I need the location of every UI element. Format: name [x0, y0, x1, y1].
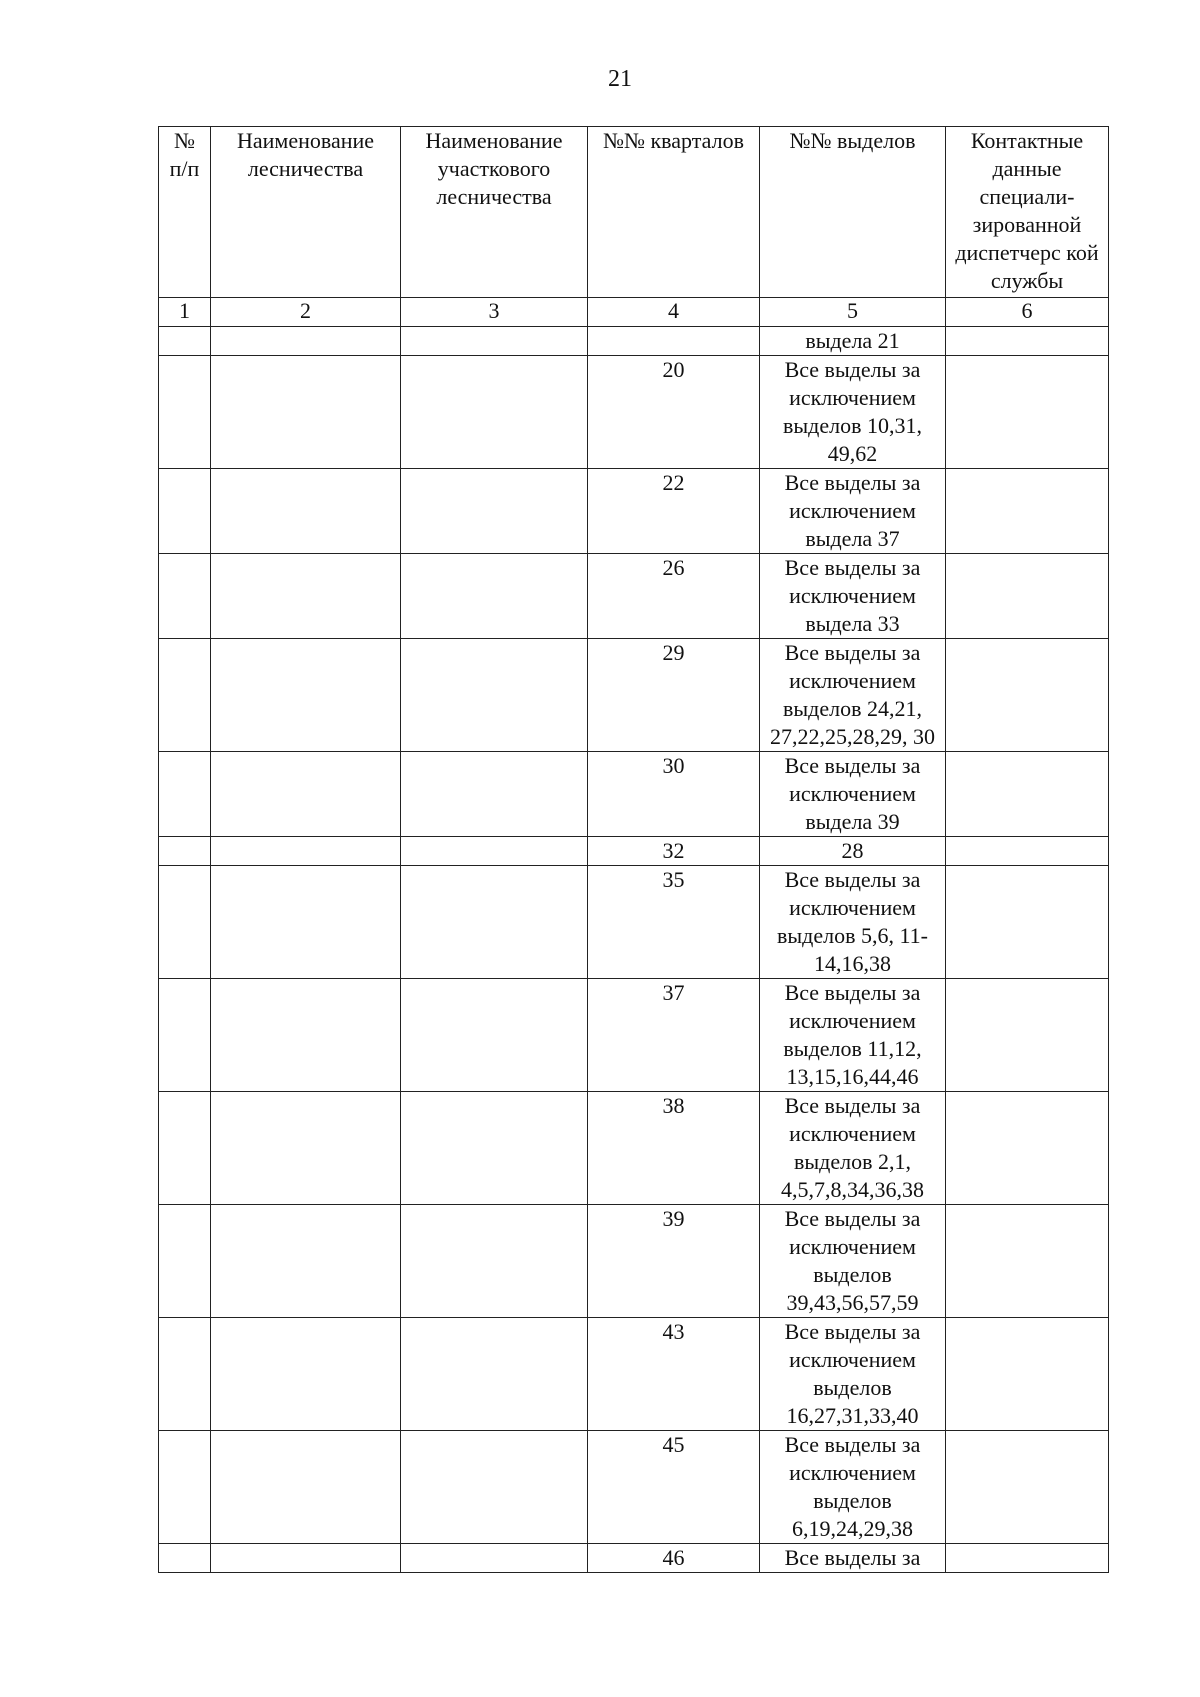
column-number: 2 — [211, 298, 401, 327]
cell-allotments: Все выделы за исключением выделов 11,12, 13,15,16,44,46 — [760, 979, 946, 1092]
table-row — [159, 639, 1109, 752]
cell-number — [159, 979, 211, 1092]
cell-allotments: Все выделы за исключением выдела 33 — [760, 554, 946, 639]
cell-quarter: 37 — [588, 979, 760, 1092]
cell-district-forestry — [401, 1431, 588, 1544]
cell-contacts — [946, 1431, 1109, 1544]
cell-forestry — [211, 639, 401, 752]
cell-quarter: 26 — [588, 554, 760, 639]
column-number: 4 — [588, 298, 760, 327]
cell-forestry — [211, 1205, 401, 1318]
cell-allotments: Все выделы за исключением выдела 37 — [760, 469, 946, 554]
cell-district-forestry — [401, 979, 588, 1092]
cell-number — [159, 1318, 211, 1431]
cell-forestry — [211, 1092, 401, 1205]
cell-forestry — [211, 356, 401, 469]
cell-forestry — [211, 327, 401, 356]
cell-allotments: Все выделы за исключением выделов 5,6, 11-14,16,38 — [760, 866, 946, 979]
cell-allotments: 28 — [760, 837, 946, 866]
cell-allotments: Все выделы за исключением выделов 24,21, 27,22,25,28,29, 30 — [760, 639, 946, 752]
cell-contacts — [946, 554, 1109, 639]
cell-forestry — [211, 979, 401, 1092]
table-row — [159, 1318, 1109, 1431]
cell-district-forestry — [401, 469, 588, 554]
cell-forestry — [211, 837, 401, 866]
cell-contacts — [946, 866, 1109, 979]
cell-quarter: 38 — [588, 1092, 760, 1205]
cell-allotments: Все выделы за исключением выдела 39 — [760, 752, 946, 837]
table-row — [159, 752, 1109, 837]
cell-allotments: выдела 21 — [760, 327, 946, 356]
cell-number — [159, 1092, 211, 1205]
cell-district-forestry — [401, 1092, 588, 1205]
cell-forestry — [211, 1431, 401, 1544]
cell-district-forestry — [401, 837, 588, 866]
cell-allotments: Все выделы за исключением выделов 16,27,31,33,40 — [760, 1318, 946, 1431]
cell-number — [159, 1205, 211, 1318]
column-number: 3 — [401, 298, 588, 327]
table-row — [159, 1431, 1109, 1544]
cell-number — [159, 327, 211, 356]
cell-district-forestry — [401, 1544, 588, 1573]
header-allotments: №№ выделов — [760, 127, 946, 298]
cell-contacts — [946, 979, 1109, 1092]
cell-quarter: 20 — [588, 356, 760, 469]
table-row — [159, 1544, 1109, 1573]
cell-district-forestry — [401, 752, 588, 837]
table-row — [159, 554, 1109, 639]
cell-number — [159, 866, 211, 979]
cell-quarter: 30 — [588, 752, 760, 837]
cell-district-forestry — [401, 639, 588, 752]
header-row — [159, 127, 1109, 298]
cell-number — [159, 639, 211, 752]
cell-contacts — [946, 837, 1109, 866]
header-district-forestry: Наименование участкового лесничества — [401, 127, 588, 298]
header-quarters: №№ кварталов — [588, 127, 760, 298]
cell-quarter: 46 — [588, 1544, 760, 1573]
table-row — [159, 469, 1109, 554]
cell-allotments: Все выделы за исключением выделов 10,31, 49,62 — [760, 356, 946, 469]
cell-number — [159, 1544, 211, 1573]
cell-contacts — [946, 1318, 1109, 1431]
cell-number — [159, 1431, 211, 1544]
cell-district-forestry — [401, 1318, 588, 1431]
cell-quarter: 22 — [588, 469, 760, 554]
header-contacts: Контактные данные специали-зированной диспетчерс кой службы — [946, 127, 1109, 298]
cell-number — [159, 469, 211, 554]
table-row — [159, 1092, 1109, 1205]
table-row — [159, 866, 1109, 979]
header-number: № п/п — [159, 127, 211, 298]
cell-number — [159, 356, 211, 469]
column-number-row — [159, 298, 1109, 327]
cell-forestry — [211, 1544, 401, 1573]
cell-quarter: 35 — [588, 866, 760, 979]
forest-allotments-table — [158, 126, 1109, 1573]
cell-quarter — [588, 327, 760, 356]
cell-number — [159, 554, 211, 639]
table-row — [159, 356, 1109, 469]
cell-quarter: 43 — [588, 1318, 760, 1431]
cell-allotments: Все выделы за исключением выделов 39,43,56,57,59 — [760, 1205, 946, 1318]
cell-contacts — [946, 469, 1109, 554]
cell-allotments: Все выделы за исключением выделов 6,19,24,29,38 — [760, 1431, 946, 1544]
cell-district-forestry — [401, 866, 588, 979]
cell-quarter: 32 — [588, 837, 760, 866]
cell-forestry — [211, 469, 401, 554]
cell-quarter: 29 — [588, 639, 760, 752]
cell-district-forestry — [401, 356, 588, 469]
cell-contacts — [946, 327, 1109, 356]
column-number: 1 — [159, 298, 211, 327]
cell-contacts — [946, 1092, 1109, 1205]
cell-contacts — [946, 356, 1109, 469]
cell-forestry — [211, 752, 401, 837]
column-number: 6 — [946, 298, 1109, 327]
cell-quarter: 39 — [588, 1205, 760, 1318]
cell-number — [159, 752, 211, 837]
cell-contacts — [946, 752, 1109, 837]
cell-contacts — [946, 1205, 1109, 1318]
table-row — [159, 1205, 1109, 1318]
table-row — [159, 327, 1109, 356]
page-number: 21 — [608, 66, 632, 92]
cell-forestry — [211, 1318, 401, 1431]
cell-contacts — [946, 1544, 1109, 1573]
cell-district-forestry — [401, 327, 588, 356]
column-number: 5 — [760, 298, 946, 327]
cell-number — [159, 837, 211, 866]
table-row — [159, 837, 1109, 866]
cell-contacts — [946, 639, 1109, 752]
cell-allotments: Все выделы за исключением выделов 2,1, 4,5,7,8,34,36,38 — [760, 1092, 946, 1205]
cell-district-forestry — [401, 1205, 588, 1318]
cell-quarter: 45 — [588, 1431, 760, 1544]
cell-allotments: Все выделы за — [760, 1544, 946, 1573]
header-forestry: Наименование лесничества — [211, 127, 401, 298]
cell-forestry — [211, 866, 401, 979]
cell-district-forestry — [401, 554, 588, 639]
cell-forestry — [211, 554, 401, 639]
table-row — [159, 979, 1109, 1092]
